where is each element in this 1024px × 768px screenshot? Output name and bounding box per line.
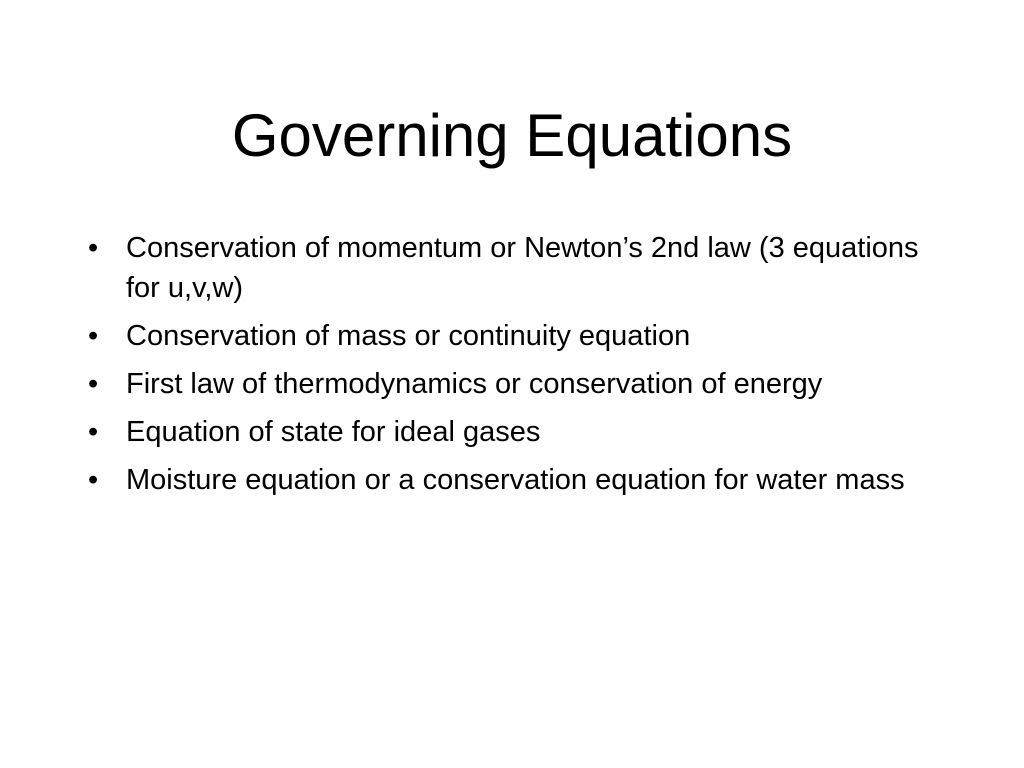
bullet-item-moisture bbox=[84, 460, 944, 500]
bullet-text: Conservation of momentum or Newton’s 2nd law (3 equations for u,v,w) bbox=[126, 232, 919, 304]
bullet-icon: • bbox=[88, 464, 99, 496]
bullet-item-mass bbox=[84, 316, 944, 356]
bullet-icon: • bbox=[88, 232, 99, 264]
bullet-text: Moisture equation or a conservation equation for water mass bbox=[126, 464, 905, 496]
bullet-text: First law of thermodynamics or conservation of energy bbox=[126, 368, 823, 400]
bullet-icon: • bbox=[88, 368, 99, 400]
slide-title: Governing Equations bbox=[231, 102, 793, 169]
bullet-text: Conservation of mass or continuity equation bbox=[126, 320, 691, 352]
bullet-item-thermodynamics bbox=[84, 364, 944, 404]
bullet-text: Equation of state for ideal gases bbox=[126, 416, 541, 448]
bullet-list bbox=[84, 228, 944, 508]
bullet-item-momentum bbox=[84, 228, 944, 308]
bullet-icon: • bbox=[88, 320, 99, 352]
bullet-icon: • bbox=[88, 416, 99, 448]
bullet-item-state bbox=[84, 412, 944, 452]
